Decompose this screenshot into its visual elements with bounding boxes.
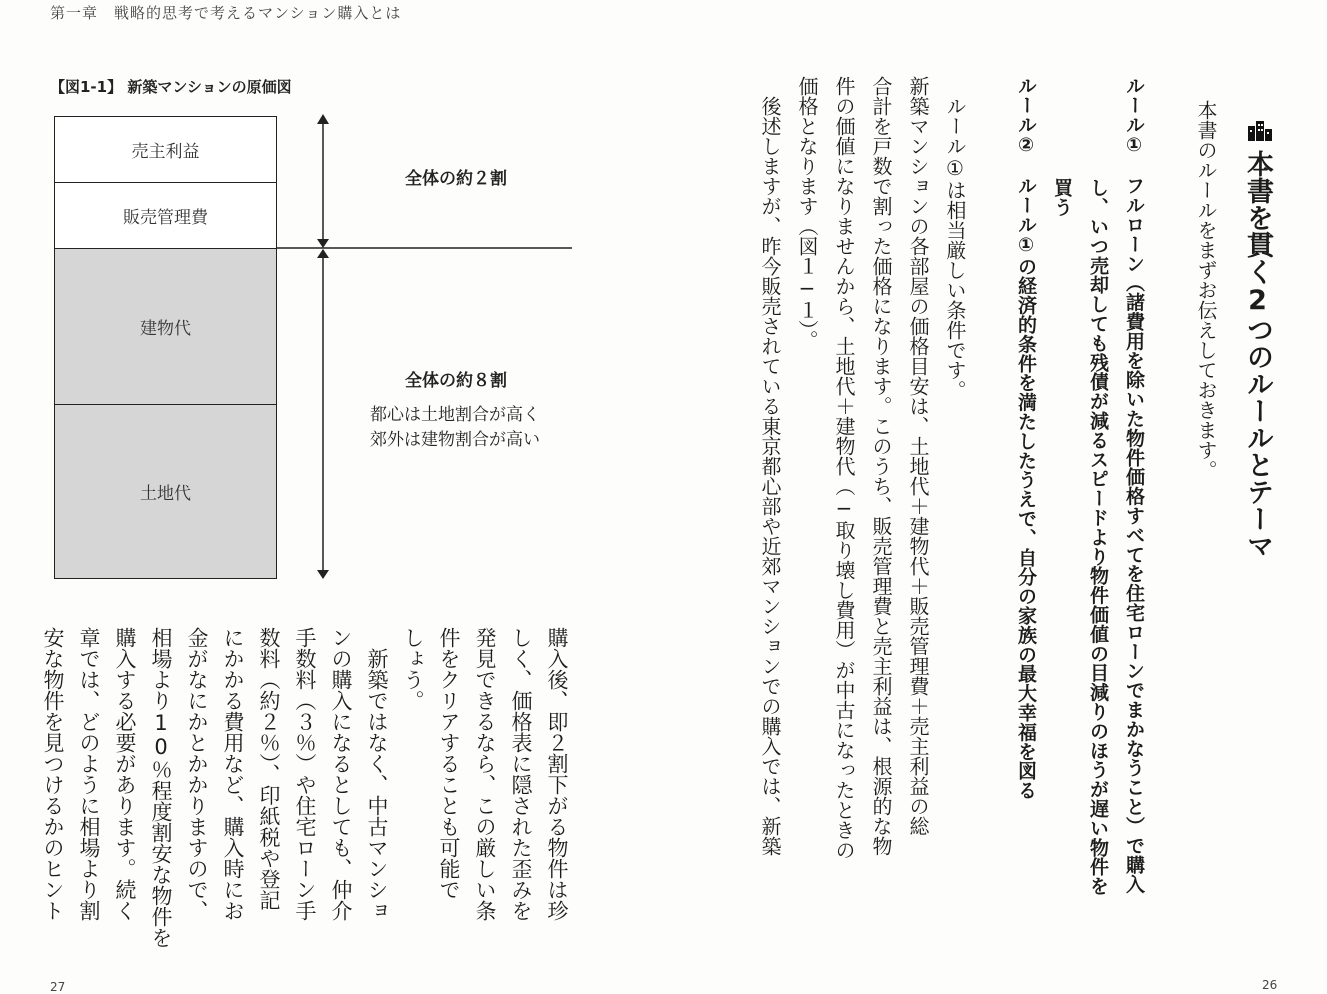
intro-text: 本書のルールをまずお伝えしておきます。 (1194, 100, 1218, 480)
text-column: 手数料（３％）や住宅ローン手 (293, 627, 317, 921)
lower-note-line: 都心は土地割合が高く (370, 405, 540, 425)
text-column: 発見できるなら、この厳しい条 (473, 627, 497, 921)
page-number: 27 (50, 980, 66, 994)
lower-share-label: 全体の約８割 (405, 371, 507, 391)
text-column: 後述しますが、昨今販売されている東京都心部や近郊マンションでの購入では、新築 (758, 76, 782, 856)
segment-building-cost: 建物代 (54, 248, 277, 405)
text-column: 購入後、即２割下がる物件は珍 (545, 627, 569, 921)
text-column: にかかる費用など、購入時にお (221, 627, 245, 921)
arrow-down-icon (317, 570, 329, 579)
text-column: ルール①は相当厳しい条件です。 (943, 76, 967, 400)
arrow-down-icon (317, 239, 329, 248)
building-icon (1247, 120, 1273, 142)
text-column: 件の価値になりませんから、土地代＋建物代（−取り壊し費用）が中古になったときの (832, 76, 856, 860)
segment-land-cost: 土地代 (54, 404, 277, 579)
rule-2: ルール② ルール①の経済的条件を満たしたうえで、自分の家族の最大幸福を図る (1015, 76, 1037, 800)
text-column: しく、価格表に隠された歪みを (509, 627, 533, 921)
rule-1-line: 買う (1051, 178, 1073, 217)
figure-title: 【図1-1】 新築マンションの原価図 (50, 78, 292, 96)
page-number: 26 (1262, 978, 1278, 992)
running-head: 第一章 戦略的思考で考えるマンション購入とは (50, 4, 402, 22)
text-column: 新築ではなく、中古マンショ (365, 627, 389, 921)
rule-1-line: ルール① フルローン（諸費用を除いた物件価格すべてを住宅ローンでまかなうこと）で購入 (1123, 76, 1145, 894)
text-column: 安な物件を見つけるかのヒント (41, 627, 65, 921)
segment-sales-admin-cost: 販売管理費 (54, 182, 277, 249)
rule-1-line: し、いつ売却しても残債が減るスピードより物件価値の目減りのほうが遅い物件を (1087, 178, 1109, 896)
text-column: 数料（約２％）、印紙税や登記 (257, 627, 281, 911)
text-column: 件をクリアすることも可能で (437, 627, 461, 900)
text-column: ンの購入になるとしても、仲介 (329, 627, 353, 921)
arrow-up-icon (317, 249, 329, 258)
section-heading: 本書を貫く2つのルールとテーマ (1242, 150, 1273, 559)
arrow-up-icon (317, 114, 329, 124)
text-column: しょう。 (401, 627, 425, 711)
text-column: 章では、どのように相場より割 (77, 627, 101, 921)
text-column: 相場より10％程度割安な物件を (149, 627, 173, 948)
text-column: 合計を戸数で割った価格になります。このうち、販売管理費と売主利益は、根源的な物 (869, 76, 893, 856)
segment-seller-profit: 売主利益 (54, 116, 277, 183)
lower-note-line: 郊外は建物割合が高い (370, 430, 540, 450)
text-column: 購入する必要があります。続く (113, 627, 137, 921)
upper-share-label: 全体の約２割 (405, 169, 507, 189)
dimension-lines (0, 0, 600, 600)
text-column: 新築マンションの各部屋の価格目安は、土地代＋建物代＋販売管理費＋売主利益の総 (906, 76, 930, 836)
text-column: 価格となります（図１−１）。 (795, 76, 819, 350)
text-column: 金がなにかとかかりますので、 (185, 627, 209, 921)
